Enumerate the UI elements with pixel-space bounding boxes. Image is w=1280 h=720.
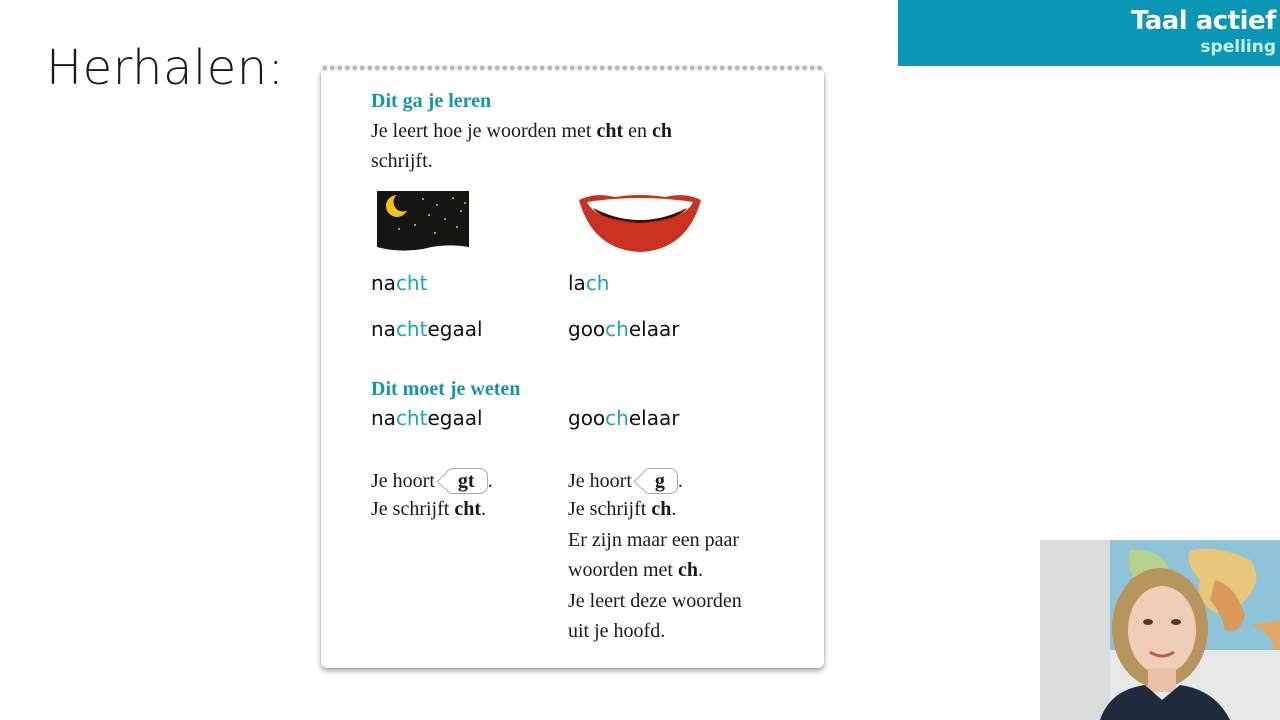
word-nachtegaal-2: nachtegaal [371,406,483,430]
textbook-page [321,68,824,668]
intro-line-1: Je leert hoe je woorden met cht en ch [371,120,673,142]
brand-name: Taal actief [1130,6,1276,36]
word-lach: lach [568,271,610,295]
hear-gt-line: Je hoort gt . [371,470,493,492]
note-line-1: Er zijn maar een paar [568,529,740,551]
note-line-2: woorden met ch. [568,559,703,581]
section-heading-know: Dit moet je weten [371,378,521,400]
write-ch-line: Je schrijft ch. [568,498,677,520]
write-cht-line: Je schrijft cht. [371,498,486,520]
section-heading-learn: Dit ga je leren [371,90,492,112]
sound-bubble-gt: gt [445,468,488,494]
webcam-video [1040,540,1280,720]
sound-bubble-g: g [642,468,678,494]
note-line-4: uit je hoofd. [568,620,666,642]
slide-title: Herhalen: [46,40,285,96]
brand-subtitle: spelling [1200,37,1276,57]
word-goochelaar: goochelaar [568,317,680,341]
hear-g-line: Je hoort g . [568,470,683,492]
spiral-binding [321,64,824,72]
word-nachtegaal: nachtegaal [371,317,483,341]
word-nacht: nacht [371,271,428,295]
night-sky-icon [375,189,471,251]
word-goochelaar-2: goochelaar [568,406,680,430]
note-line-3: Je leert deze woorden [568,590,742,612]
brand-banner [898,0,1280,66]
laughing-mouth-icon [575,190,705,254]
presenter-video-icon [1040,540,1280,720]
intro-line-2: schrijft. [371,150,433,172]
